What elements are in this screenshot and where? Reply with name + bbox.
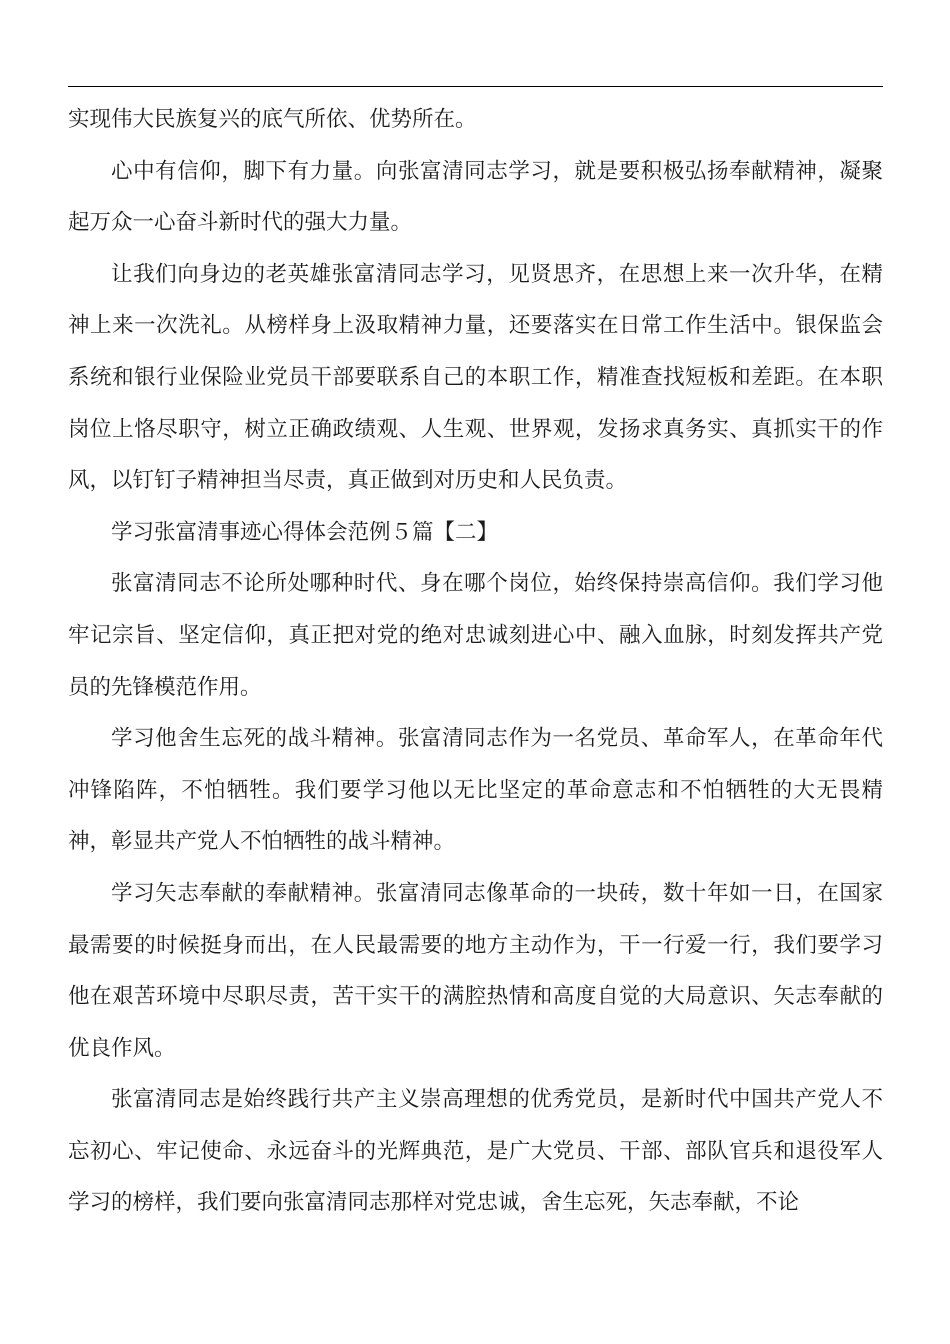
- document-body: [68, 94, 883, 1229]
- paragraph: 心中有信仰，脚下有力量。向张富清同志学习，就是要积极弘扬奉献精神，凝聚起万众一心奋斗新时代的强大力量。: [68, 158, 883, 236]
- paragraph: 让我们向身边的老英雄张富清同志学习，见贤思齐，在思想上来一次升华，在精神上来一次洗礼。从榜样身上汲取精神力量，还要落实在日常工作生活中。银保监会系统和银行业保险业党员干部要联系自己的本职工作，精准查找短板和差距。在本职岗位上恪尽职守，树立正确政绩观、人生观、世界观，发扬求真务实、真抓实干的作风，以钉钉子精神担当尽责，真正做到对历史和人民负责。: [68, 261, 883, 494]
- paragraph-continuation: 实现伟大民族复兴的底气所依、优势所在。: [68, 107, 477, 132]
- paragraph: 张富清同志是始终践行共产主义崇高理想的优秀党员，是新时代中国共产党人不忘初心、牢记使命、永远奋斗的光辉典范，是广大党员、干部、部队官兵和退役军人学习的榜样，我们要向张富清同志那样对党忠诚，舍生忘死，矢志奉献，不论: [68, 1087, 883, 1216]
- paragraph: 学习矢志奉献的奉献精神。张富清同志像革命的一块砖，数十年如一日，在国家最需要的时候挺身而出，在人民最需要的地方主动作为，干一行爱一行，我们要学习他在艰苦环境中尽职尽责，苦干实干的满腔热情和高度自觉的大局意识、矢志奉献的优良作风。: [68, 880, 883, 1061]
- section-heading: 学习张富清事迹心得体会范例５篇【二】: [111, 519, 499, 545]
- paragraph: 张富清同志不论所处哪种时代、身在哪个岗位，始终保持崇高信仰。我们学习他牢记宗旨、坚定信仰，真正把对党的绝对忠诚刻进心中、融入血脉，时刻发挥共产党员的先锋模范作用。: [68, 571, 883, 700]
- header-rule: [68, 86, 883, 87]
- paragraph: 学习他舍生忘死的战斗精神。张富清同志作为一名党员、革命军人，在革命年代冲锋陷阵，不怕牺牲。我们要学习他以无比坚定的革命意志和不怕牺牲的大无畏精神，彰显共产党人不怕牺牲的战斗精神。: [68, 726, 883, 855]
